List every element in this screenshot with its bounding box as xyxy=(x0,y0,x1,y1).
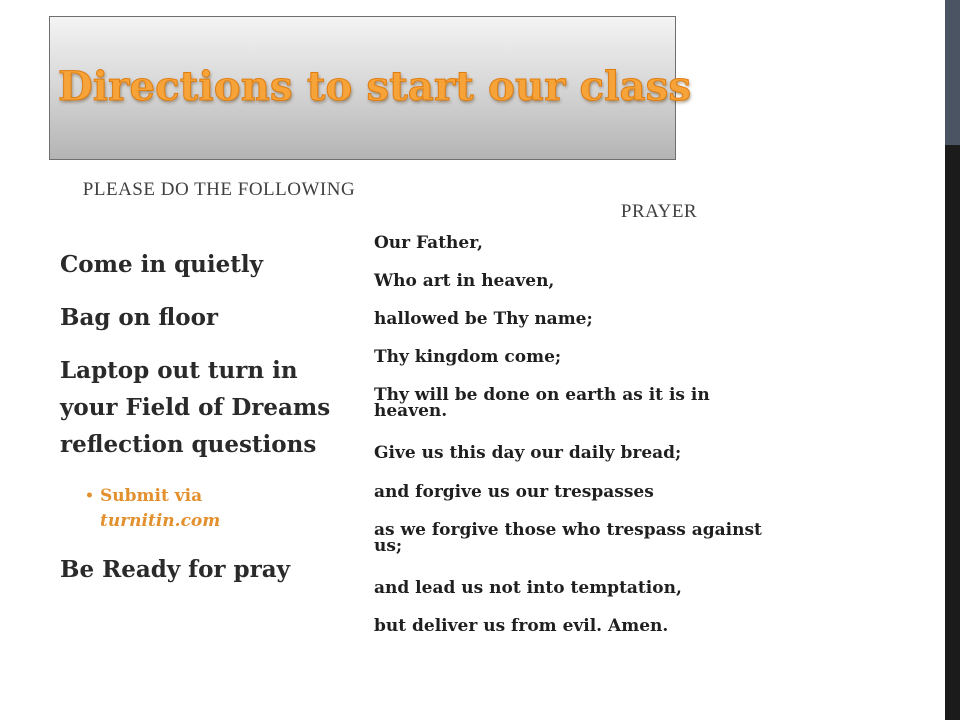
laptop-line-1: Laptop out turn in xyxy=(60,357,298,384)
side-bar-accent xyxy=(945,0,960,145)
prayer-line: Give us this day our daily bread; xyxy=(374,443,682,463)
list-item-bag-on-floor: Bag on floor xyxy=(60,304,219,331)
prayer-line: Thy will be done on earth as it is in xyxy=(374,385,710,405)
prayer-line: hallowed be Thy name; xyxy=(374,309,593,329)
prayer-line: Our Father, xyxy=(374,233,483,253)
laptop-line-3: reflection questions xyxy=(60,431,317,458)
prayer-line: and lead us not into temptation, xyxy=(374,578,682,598)
prayer-line: and forgive us our trespasses xyxy=(374,482,654,502)
prayer-line: as we forgive those who trespass against xyxy=(374,520,762,540)
prayer-line: us; xyxy=(374,536,403,556)
list-item-be-ready: Be Ready for pray xyxy=(60,556,291,583)
prayer-line: but deliver us from evil. Amen. xyxy=(374,616,669,636)
prayer-line: heaven. xyxy=(374,401,448,421)
sub-item-submit xyxy=(85,484,221,534)
right-column-header: PRAYER xyxy=(620,201,698,222)
left-column-list xyxy=(60,246,380,479)
slide-title: Directions to start our class xyxy=(58,63,692,110)
slide-side-bar xyxy=(945,0,960,720)
turnitin-link[interactable]: turnitin.com xyxy=(100,511,221,531)
list-item-laptop-out xyxy=(60,352,380,463)
prayer-line: Thy kingdom come; xyxy=(374,347,562,367)
list-item-come-in-quietly: Come in quietly xyxy=(60,251,263,278)
left-column-header: PLEASE DO THE FOLLOWING xyxy=(82,179,356,200)
sub-item-prefix: Submit via xyxy=(100,486,203,506)
prayer-line: Who art in heaven, xyxy=(374,271,555,291)
laptop-line-2: your Field of Dreams xyxy=(60,394,331,421)
bullet-icon: • xyxy=(85,488,94,504)
